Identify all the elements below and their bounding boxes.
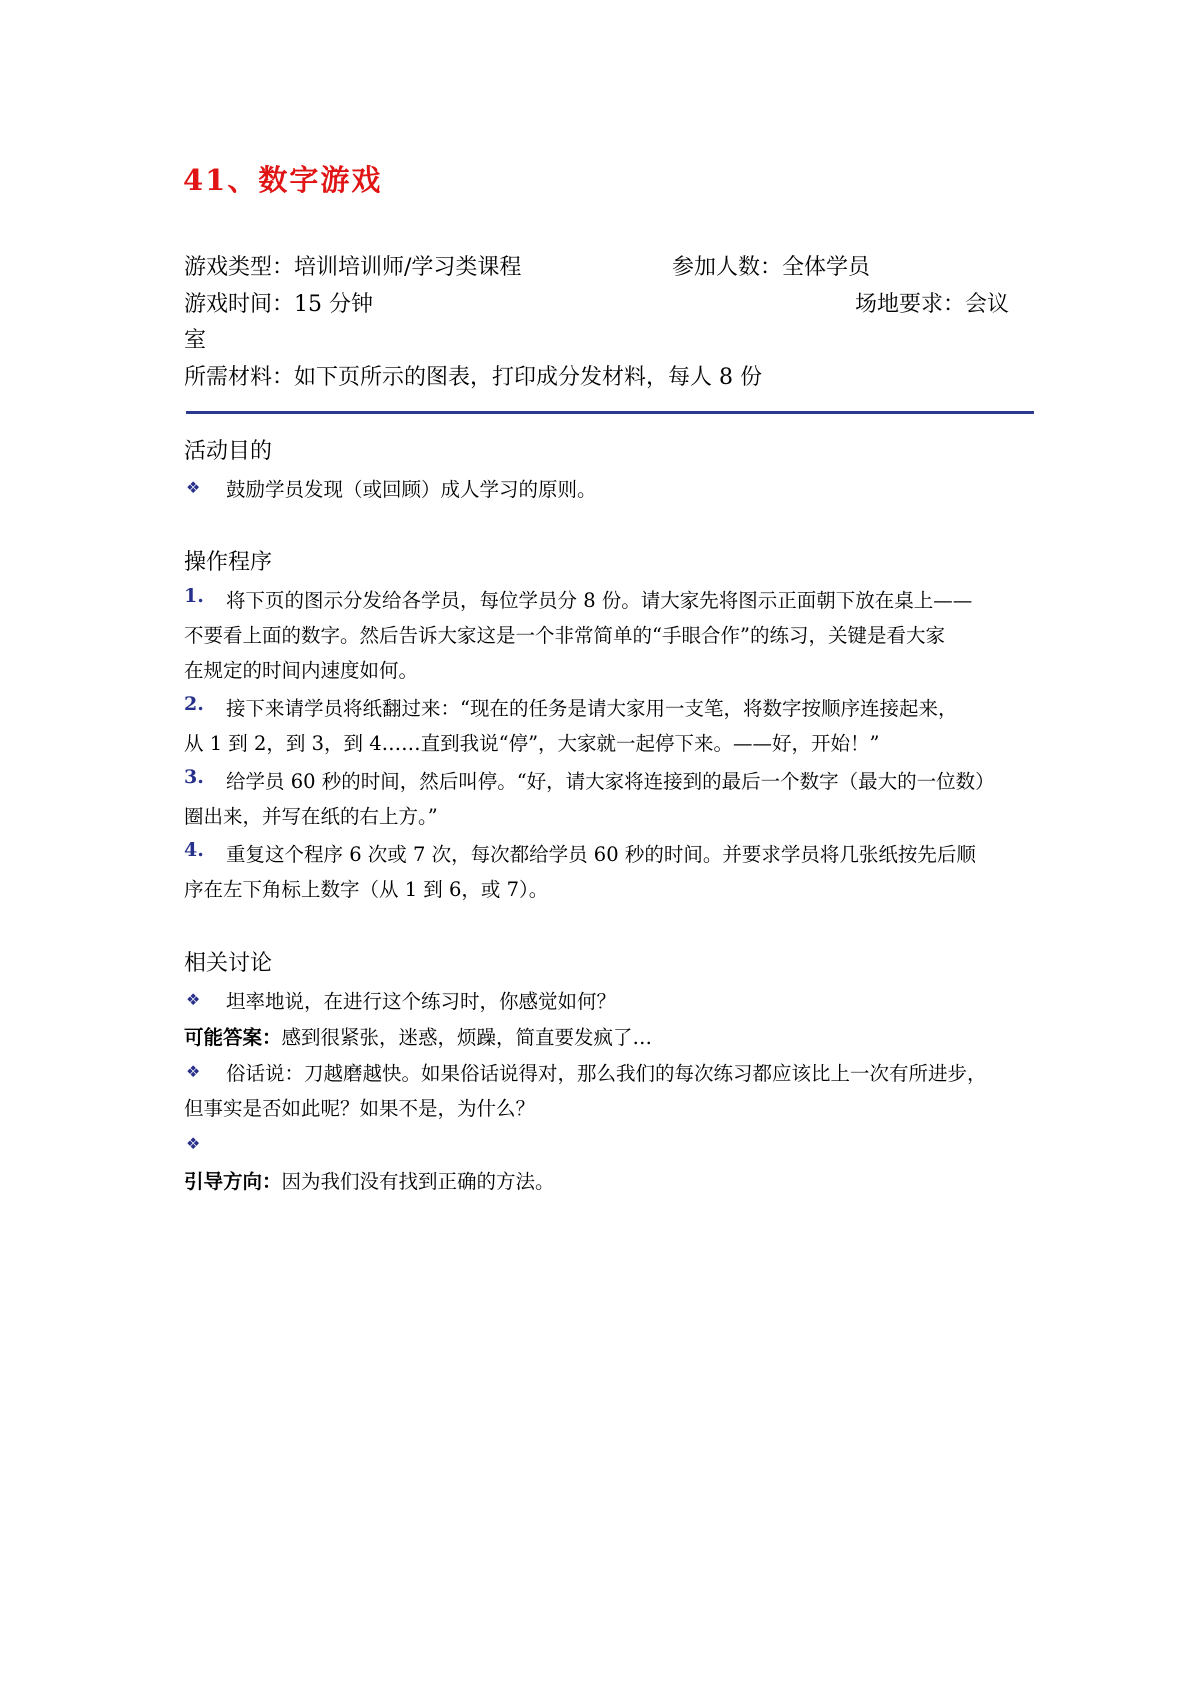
possible-answer-label: 可能答案：: [184, 1026, 282, 1049]
guidance: [184, 1166, 555, 1194]
discussion-heading: 相关讨论: [184, 951, 273, 976]
step-number: 1.: [184, 585, 204, 607]
game-type: 游戏类型：培训培训师/学习类课程: [184, 255, 522, 280]
diamond-bullet-icon: ❖: [186, 478, 201, 497]
goal-heading: 活动目的: [184, 439, 273, 464]
goal-item: 鼓励学员发现（或回顾）成人学习的原则。: [226, 478, 597, 501]
participant-count: 参加人数：全体学员: [672, 255, 871, 280]
diamond-bullet-icon: ❖: [186, 990, 201, 1009]
venue-requirement-wrap: 室: [184, 328, 207, 353]
materials: 所需材料：如下页所示的图表，打印成分发材料，每人 8 份: [184, 365, 762, 390]
discussion-question-cont: 但事实是否如此呢？如果不是，为什么？: [184, 1097, 536, 1120]
guidance-text: 因为我们没有找到正确的方法。: [281, 1170, 555, 1193]
game-time: 游戏时间：15 分钟: [184, 292, 373, 317]
step-line: 圈出来，并写在纸的右上方。”: [184, 805, 438, 828]
diamond-bullet-icon: ❖: [186, 1062, 201, 1081]
page-title: 41、数字游戏: [183, 163, 383, 197]
step-line: 不要看上面的数字。然后告诉大家这是一个非常简单的“手眼合作”的练习，关键是看大家: [184, 624, 945, 647]
procedure-heading: 操作程序: [184, 550, 273, 575]
step-line: 将下页的图示分发给各学员，每位学员分 8 份。请大家先将图示正面朝下放在桌上——: [226, 589, 973, 612]
discussion-question: 坦率地说，在进行这个练习时，你感觉如何？: [226, 990, 617, 1013]
step-number: 3.: [184, 766, 204, 788]
step-number: 4.: [184, 839, 204, 861]
step-line: 给学员 60 秒的时间，然后叫停。“好，请大家将连接到的最后一个数字（最大的一位数）: [226, 770, 995, 793]
guidance-label: 引导方向：: [184, 1170, 282, 1193]
possible-answer: [184, 1022, 652, 1050]
possible-answer-text: 感到很紧张，迷惑，烦躁，简直要发疯了…: [281, 1026, 653, 1049]
section-divider: [186, 411, 1034, 414]
step-line: 重复这个程序 6 次或 7 次，每次都给学员 60 秒的时间。并要求学员将几张纸按先后顺: [226, 843, 976, 866]
step-number: 2.: [184, 693, 204, 715]
diamond-bullet-icon: ❖: [186, 1134, 201, 1153]
venue-requirement: 场地要求：会议: [855, 292, 1010, 317]
step-line: 从 1 到 2，到 3，到 4……直到我说“停”，大家就一起停下来。——好，开始！”: [184, 732, 880, 755]
step-line: 序在左下角标上数字（从 1 到 6，或 7）。: [184, 878, 549, 901]
step-line: 接下来请学员将纸翻过来：“现在的任务是请大家用一支笔，将数字按顺序连接起来，: [226, 697, 958, 720]
discussion-question: 俗话说：刀越磨越快。如果俗话说得对，那么我们的每次练习都应该比上一次有所进步，: [226, 1062, 987, 1085]
step-line: 在规定的时间内速度如何。: [184, 659, 419, 682]
